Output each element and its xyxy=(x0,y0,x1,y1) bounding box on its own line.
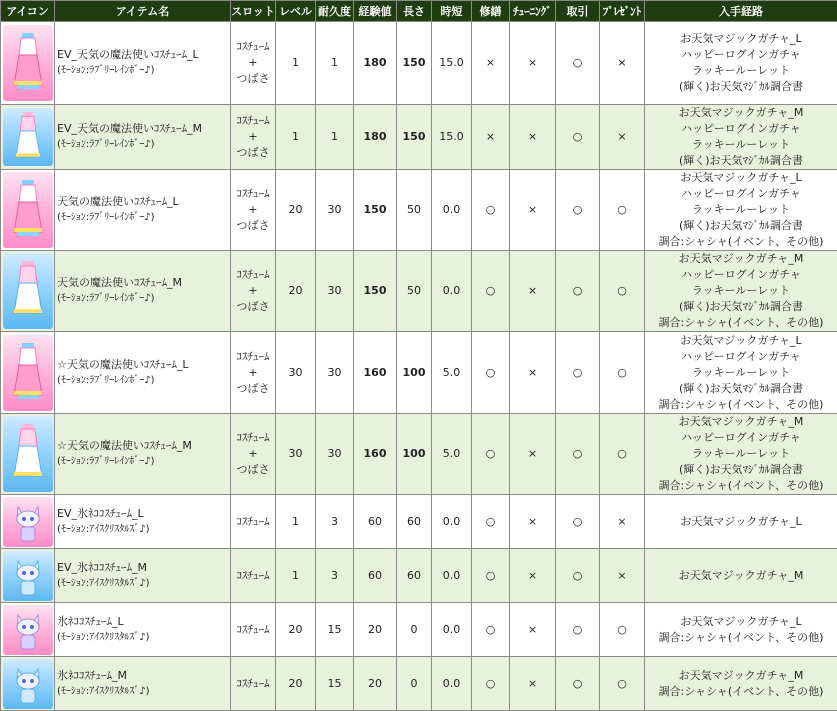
level-value: 20 xyxy=(276,603,316,657)
durability-value: 30 xyxy=(316,251,354,332)
header-tuning: ﾁｭｰﾆﾝｸﾞ xyxy=(510,1,556,22)
table-row xyxy=(1,414,837,495)
slot-costume: ｺｽﾁｭｰﾑ xyxy=(231,349,275,365)
repair-value: × xyxy=(472,22,510,105)
exp-value: 160 xyxy=(354,414,397,495)
item-name: EV_氷ﾈｺｺｽﾁｭｰﾑ_L xyxy=(57,506,230,522)
level-value: 20 xyxy=(276,657,316,711)
present-value: × xyxy=(600,22,645,105)
trade-value: ○ xyxy=(556,603,600,657)
item-name: EV_天気の魔法使いｺｽﾁｭｰﾑ_L xyxy=(57,47,230,63)
pink-dress-icon xyxy=(3,25,53,101)
route-item: お天気マジックガチャ_L xyxy=(645,333,837,349)
trade-value: ○ xyxy=(556,251,600,332)
route-item: (輝く)お天気ﾏｼﾞｶﾙ調合書 xyxy=(645,79,837,95)
item-name: EV_天気の魔法使いｺｽﾁｭｰﾑ_M xyxy=(57,121,230,137)
shorten-value: 0.0 xyxy=(432,495,472,549)
length-value: 150 xyxy=(397,105,432,170)
route-list xyxy=(645,170,837,251)
route-item: ハッピーログインガチャ xyxy=(645,121,837,137)
route-item: ハッピーログインガチャ xyxy=(645,267,837,283)
durability-value: 3 xyxy=(316,495,354,549)
tuning-value: × xyxy=(510,251,556,332)
route-list xyxy=(645,22,837,105)
header-trade: 取引 xyxy=(556,1,600,22)
shorten-value: 0.0 xyxy=(432,251,472,332)
route-item: ラッキールーレット xyxy=(645,283,837,299)
item-name: 氷ﾈｺｺｽﾁｭｰﾑ_L xyxy=(57,614,230,630)
exp-value: 150 xyxy=(354,170,397,251)
route-item: 調合:シャシャ(イベント、その他) xyxy=(645,478,837,494)
pink-dress-icon xyxy=(3,172,53,248)
exp-value: 20 xyxy=(354,657,397,711)
header-exp: 経験値 xyxy=(354,1,397,22)
item-name: ☆天気の魔法使いｺｽﾁｭｰﾑ_L xyxy=(57,357,230,373)
repair-value: ○ xyxy=(472,251,510,332)
slot-wing: つばさ xyxy=(231,299,275,315)
repair-value: ○ xyxy=(472,332,510,414)
tuning-value: × xyxy=(510,22,556,105)
item-name: 氷ﾈｺｺｽﾁｭｰﾑ_M xyxy=(57,668,230,684)
length-value: 100 xyxy=(397,332,432,414)
repair-value: ○ xyxy=(472,170,510,251)
blue-dress-icon xyxy=(3,108,53,166)
shorten-value: 15.0 xyxy=(432,105,472,170)
durability-value: 1 xyxy=(316,105,354,170)
route-item: (輝く)お天気ﾏｼﾞｶﾙ調合書 xyxy=(645,218,837,234)
tuning-value: × xyxy=(510,414,556,495)
exp-value: 180 xyxy=(354,105,397,170)
route-item: お天気マジックガチャ_L xyxy=(645,514,837,530)
header-slot: スロット xyxy=(231,1,276,22)
route-item: ラッキールーレット xyxy=(645,137,837,153)
present-value: ○ xyxy=(600,170,645,251)
tuning-value: × xyxy=(510,657,556,711)
trade-value: ○ xyxy=(556,22,600,105)
header-name: アイテム名 xyxy=(55,1,231,22)
blue-dress-icon xyxy=(3,416,53,492)
length-value: 60 xyxy=(397,549,432,603)
item-motion: (ﾓｰｼｮﾝ:ｱｲｽｸﾘｽﾀﾙｽﾞ♪) xyxy=(57,684,230,700)
route-list xyxy=(645,495,837,549)
shorten-value: 0.0 xyxy=(432,603,472,657)
table-row xyxy=(1,170,837,251)
route-list xyxy=(645,332,837,414)
slot-plus: + xyxy=(231,202,275,218)
route-item: 調合:シャシャ(イベント、その他) xyxy=(645,397,837,413)
item-motion: (ﾓｰｼｮﾝ:ﾗﾌﾞﾘｰﾚｲﾝﾎﾞｰ♪) xyxy=(57,291,230,307)
length-value: 0 xyxy=(397,657,432,711)
length-value: 100 xyxy=(397,414,432,495)
route-item: 調合:シャシャ(イベント、その他) xyxy=(645,684,837,700)
slot-plus: + xyxy=(231,283,275,299)
header-repair: 修繕 xyxy=(472,1,510,22)
exp-value: 150 xyxy=(354,251,397,332)
durability-value: 15 xyxy=(316,657,354,711)
level-value: 30 xyxy=(276,414,316,495)
slot-costume: ｺｽﾁｭｰﾑ xyxy=(231,495,276,549)
tuning-value: × xyxy=(510,105,556,170)
route-item: お天気マジックガチャ_M xyxy=(645,568,837,584)
slot-wing: つばさ xyxy=(231,381,275,397)
header-row xyxy=(1,1,837,22)
length-value: 50 xyxy=(397,170,432,251)
blue-cat-icon xyxy=(3,659,53,709)
table-row xyxy=(1,332,837,414)
header-shorten: 時短 xyxy=(432,1,472,22)
route-item: お天気マジックガチャ_M xyxy=(645,251,837,267)
slot-plus: + xyxy=(231,129,275,145)
level-value: 1 xyxy=(276,22,316,105)
slot-costume: ｺｽﾁｭｰﾑ xyxy=(231,267,275,283)
repair-value: ○ xyxy=(472,603,510,657)
table-row xyxy=(1,22,837,105)
route-list xyxy=(645,657,837,711)
slot-costume: ｺｽﾁｭｰﾑ xyxy=(231,113,275,129)
route-list xyxy=(645,603,837,657)
route-item: (輝く)お天気ﾏｼﾞｶﾙ調合書 xyxy=(645,153,837,169)
route-item: お天気マジックガチャ_M xyxy=(645,414,837,430)
repair-value: ○ xyxy=(472,549,510,603)
header-present: ﾌﾟﾚｾﾞﾝﾄ xyxy=(600,1,645,22)
durability-value: 3 xyxy=(316,549,354,603)
route-item: ラッキールーレット xyxy=(645,365,837,381)
table-row xyxy=(1,495,837,549)
slot-plus: + xyxy=(231,446,275,462)
route-item: お天気マジックガチャ_L xyxy=(645,614,837,630)
item-motion: (ﾓｰｼｮﾝ:ﾗﾌﾞﾘｰﾚｲﾝﾎﾞｰ♪) xyxy=(57,210,230,226)
present-value: ○ xyxy=(600,251,645,332)
present-value: ○ xyxy=(600,414,645,495)
present-value: ○ xyxy=(600,657,645,711)
slot-costume: ｺｽﾁｭｰﾑ xyxy=(231,603,276,657)
slot-wing: つばさ xyxy=(231,462,275,478)
route-list xyxy=(645,251,837,332)
pink-dress-icon xyxy=(3,335,53,411)
repair-value: ○ xyxy=(472,657,510,711)
header-durability: 耐久度 xyxy=(316,1,354,22)
length-value: 60 xyxy=(397,495,432,549)
route-item: お天気マジックガチャ_L xyxy=(645,31,837,47)
slot-costume: ｺｽﾁｭｰﾑ xyxy=(231,39,275,55)
level-value: 30 xyxy=(276,332,316,414)
shorten-value: 0.0 xyxy=(432,549,472,603)
shorten-value: 0.0 xyxy=(432,657,472,711)
exp-value: 180 xyxy=(354,22,397,105)
table-row xyxy=(1,657,837,711)
present-value: ○ xyxy=(600,332,645,414)
trade-value: ○ xyxy=(556,414,600,495)
slot-wing: つばさ xyxy=(231,218,275,234)
shorten-value: 15.0 xyxy=(432,22,472,105)
table-row xyxy=(1,549,837,603)
trade-value: ○ xyxy=(556,657,600,711)
route-item: お天気マジックガチャ_M xyxy=(645,105,837,121)
blue-dress-icon xyxy=(3,253,53,329)
item-motion: (ﾓｰｼｮﾝ:ﾗﾌﾞﾘｰﾚｲﾝﾎﾞｰ♪) xyxy=(57,137,230,153)
header-length: 長さ xyxy=(397,1,432,22)
level-value: 20 xyxy=(276,251,316,332)
route-item: 調合:シャシャ(イベント、その他) xyxy=(645,630,837,646)
slot-costume: ｺｽﾁｭｰﾑ xyxy=(231,186,275,202)
exp-value: 60 xyxy=(354,549,397,603)
length-value: 0 xyxy=(397,603,432,657)
tuning-value: × xyxy=(510,549,556,603)
slot-wing: つばさ xyxy=(231,71,275,87)
durability-value: 15 xyxy=(316,603,354,657)
blue-cat-icon xyxy=(3,551,53,601)
route-item: ラッキールーレット xyxy=(645,63,837,79)
item-name: ☆天気の魔法使いｺｽﾁｭｰﾑ_M xyxy=(57,438,230,454)
header-route: 入手経路 xyxy=(645,1,837,22)
trade-value: ○ xyxy=(556,332,600,414)
pink-cat-icon xyxy=(3,497,53,547)
level-value: 1 xyxy=(276,105,316,170)
slot-plus: + xyxy=(231,365,275,381)
item-name: 天気の魔法使いｺｽﾁｭｰﾑ_L xyxy=(57,194,230,210)
durability-value: 30 xyxy=(316,170,354,251)
route-item: 調合:シャシャ(イベント、その他) xyxy=(645,315,837,331)
repair-value: × xyxy=(472,105,510,170)
header-level: レベル xyxy=(276,1,316,22)
route-item: お天気マジックガチャ_M xyxy=(645,668,837,684)
route-item: (輝く)お天気ﾏｼﾞｶﾙ調合書 xyxy=(645,462,837,478)
repair-value: ○ xyxy=(472,414,510,495)
exp-value: 160 xyxy=(354,332,397,414)
durability-value: 30 xyxy=(316,414,354,495)
present-value: ○ xyxy=(600,603,645,657)
shorten-value: 0.0 xyxy=(432,170,472,251)
length-value: 50 xyxy=(397,251,432,332)
present-value: × xyxy=(600,105,645,170)
trade-value: ○ xyxy=(556,495,600,549)
pink-cat-icon xyxy=(3,605,53,655)
level-value: 20 xyxy=(276,170,316,251)
level-value: 1 xyxy=(276,549,316,603)
slot-plus: + xyxy=(231,55,275,71)
present-value: × xyxy=(600,495,645,549)
slot-wing: つばさ xyxy=(231,145,275,161)
slot-costume: ｺｽﾁｭｰﾑ xyxy=(231,657,276,711)
route-item: ハッピーログインガチャ xyxy=(645,430,837,446)
route-item: ハッピーログインガチャ xyxy=(645,349,837,365)
route-item: お天気マジックガチャ_L xyxy=(645,170,837,186)
durability-value: 30 xyxy=(316,332,354,414)
exp-value: 60 xyxy=(354,495,397,549)
item-motion: (ﾓｰｼｮﾝ:ﾗﾌﾞﾘｰﾚｲﾝﾎﾞｰ♪) xyxy=(57,454,230,470)
repair-value: ○ xyxy=(472,495,510,549)
item-motion: (ﾓｰｼｮﾝ:ｱｲｽｸﾘｽﾀﾙｽﾞ♪) xyxy=(57,630,230,646)
route-list xyxy=(645,105,837,170)
item-name: EV_氷ﾈｺｺｽﾁｭｰﾑ_M xyxy=(57,560,230,576)
item-motion: (ﾓｰｼｮﾝ:ﾗﾌﾞﾘｰﾚｲﾝﾎﾞｰ♪) xyxy=(57,373,230,389)
trade-value: ○ xyxy=(556,170,600,251)
route-list xyxy=(645,549,837,603)
present-value: × xyxy=(600,549,645,603)
tuning-value: × xyxy=(510,170,556,251)
shorten-value: 5.0 xyxy=(432,414,472,495)
tuning-value: × xyxy=(510,495,556,549)
route-list xyxy=(645,414,837,495)
slot-costume: ｺｽﾁｭｰﾑ xyxy=(231,430,275,446)
exp-value: 20 xyxy=(354,603,397,657)
table-row xyxy=(1,251,837,332)
length-value: 150 xyxy=(397,22,432,105)
durability-value: 1 xyxy=(316,22,354,105)
item-motion: (ﾓｰｼｮﾝ:ﾗﾌﾞﾘｰﾚｲﾝﾎﾞｰ♪) xyxy=(57,63,230,79)
route-item: (輝く)お天気ﾏｼﾞｶﾙ調合書 xyxy=(645,299,837,315)
item-motion: (ﾓｰｼｮﾝ:ｱｲｽｸﾘｽﾀﾙｽﾞ♪) xyxy=(57,576,230,592)
tuning-value: × xyxy=(510,332,556,414)
item-motion: (ﾓｰｼｮﾝ:ｱｲｽｸﾘｽﾀﾙｽﾞ♪) xyxy=(57,522,230,538)
table-row xyxy=(1,105,837,170)
table-row xyxy=(1,603,837,657)
route-item: ラッキールーレット xyxy=(645,446,837,462)
route-item: ハッピーログインガチャ xyxy=(645,186,837,202)
route-item: ハッピーログインガチャ xyxy=(645,47,837,63)
route-item: (輝く)お天気ﾏｼﾞｶﾙ調合書 xyxy=(645,381,837,397)
item-name: 天気の魔法使いｺｽﾁｭｰﾑ_M xyxy=(57,275,230,291)
slot-costume: ｺｽﾁｭｰﾑ xyxy=(231,549,276,603)
route-item: 調合:シャシャ(イベント、その他) xyxy=(645,234,837,250)
shorten-value: 5.0 xyxy=(432,332,472,414)
trade-value: ○ xyxy=(556,549,600,603)
trade-value: ○ xyxy=(556,105,600,170)
level-value: 1 xyxy=(276,495,316,549)
route-item: ラッキールーレット xyxy=(645,202,837,218)
header-icon: アイコン xyxy=(1,1,55,22)
tuning-value: × xyxy=(510,603,556,657)
